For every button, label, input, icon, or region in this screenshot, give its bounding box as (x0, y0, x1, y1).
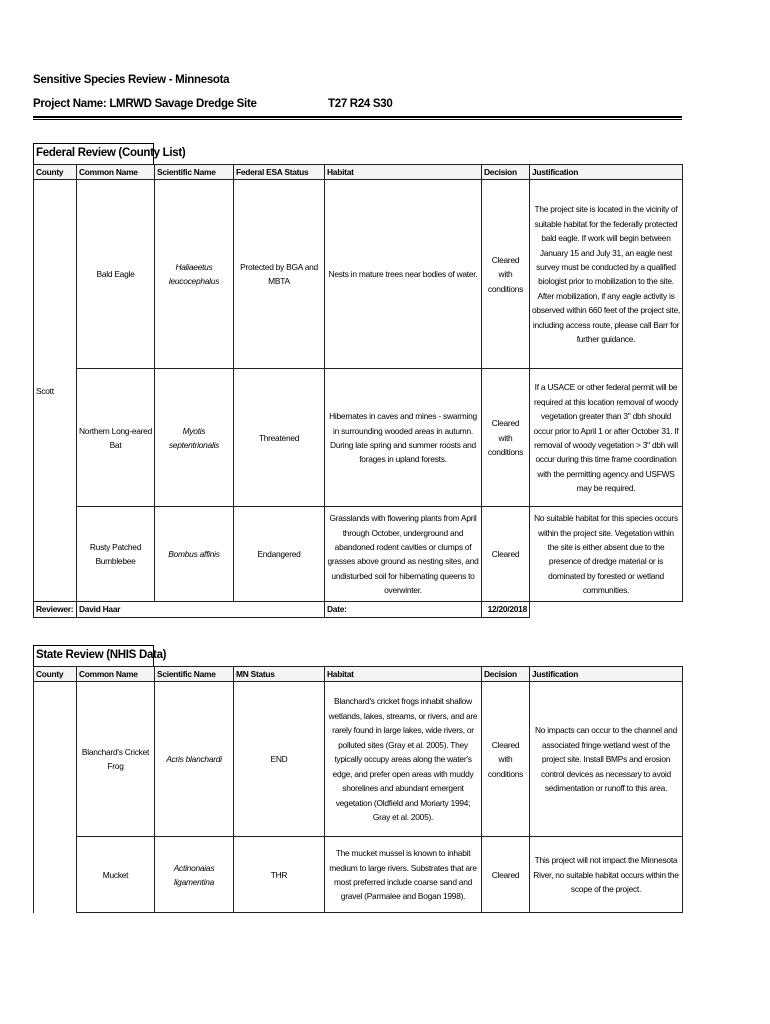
reviewer-name: David Haar (77, 602, 325, 617)
col-justification: Justification (530, 667, 683, 682)
col-scientific-name: Scientific Name (155, 667, 234, 682)
col-county: County (34, 667, 77, 682)
table-row (34, 180, 683, 369)
status-cell: Threatened (234, 369, 325, 507)
state-review-title: State Review (NHIS Data) (33, 645, 154, 666)
state-review-table (33, 666, 683, 913)
reviewer-label: Reviewer: (34, 602, 77, 617)
habitat-cell: Nests in mature trees near bodies of water. (325, 180, 482, 369)
habitat-cell: Blanchard's cricket frogs inhabit shallow wetlands, lakes, streams, or rivers, and are rarely found in large lakes, wide rivers, or polluted sites (Gray et al. 2005). They typically occupy areas along the water's edge, and prefer open areas with muddy shorelines and abundant emergent vegetation (Oldfield and Moriarty 1994; Gray et al. 2005). (325, 682, 482, 837)
project-name: Project Name: LMRWD Savage Dredge Site (33, 98, 257, 110)
justification-cell: This project will not impact the Minnesota River, no suitable habitat occurs within the scope of the project. (530, 837, 683, 913)
federal-review-table (33, 164, 683, 618)
decision-cell: Cleared with conditions (482, 682, 530, 837)
scientific-name-cell: Myotis septentrionalis (155, 369, 234, 507)
common-name-cell: Blanchard's Cricket Frog (77, 682, 155, 837)
federal-review-title: Federal Review (County List) (33, 143, 154, 164)
review-date: 12/20/2018 (482, 602, 530, 617)
habitat-cell: Hibernates in caves and mines - swarming in surrounding wooded areas in autumn. During late spring and summer roosts and forages in upland forests. (325, 369, 482, 507)
empty-cell (530, 602, 683, 617)
county-cell (34, 682, 77, 913)
table-row (34, 837, 683, 913)
col-common-name: Common Name (77, 165, 155, 180)
col-habitat: Habitat (325, 667, 482, 682)
col-decision: Decision (482, 165, 530, 180)
table-row (34, 682, 683, 837)
justification-cell: No impacts can occur to the channel and associated fringe wetland west of the project site. Install BMPs and erosion control devices as necessary to avoid sedimentation or runoff to this area. (530, 682, 683, 837)
scientific-name-cell: Acris blanchardi (155, 682, 234, 837)
habitat-cell: Grasslands with flowering plants from April through October, underground and abandoned rodent cavities or clumps of grasses above ground as nesting sites, and undisturbed soil for hibernating queens to overwinter. (325, 507, 482, 602)
header-rule (33, 116, 682, 118)
scientific-name-cell: Bombus affinis (155, 507, 234, 602)
decision-cell: Cleared (482, 837, 530, 913)
decision-cell: Cleared (482, 507, 530, 602)
status-cell: END (234, 682, 325, 837)
col-justification: Justification (530, 165, 683, 180)
common-name-cell: Bald Eagle (77, 180, 155, 369)
decision-cell: Cleared with conditions (482, 180, 530, 369)
col-mn-status: MN Status (234, 667, 325, 682)
col-habitat: Habitat (325, 165, 482, 180)
scientific-name-cell: Haliaeetus leucocephalus (155, 180, 234, 369)
justification-cell: If a USACE or other federal permit will be required at this location removal of woody vegetation greater than 3" dbh should occur prior to April 1 or after October 31. If removal of woody vegetation > 3" dbh will occur during this time frame coordination with the permitting agency and USFWS may be required. (530, 369, 683, 507)
common-name-cell: Rusty Patched Bumblebee (77, 507, 155, 602)
common-name-cell: Northern Long-eared Bat (77, 369, 155, 507)
status-cell: THR (234, 837, 325, 913)
status-cell: Protected by BGA and MBTA (234, 180, 325, 369)
justification-cell: No suitable habitat for this species occurs within the project site. Vegetation within the site is either absent due to the presence of dredge material or is dominated by forested or wetland communities. (530, 507, 683, 602)
habitat-cell: The mucket mussel is known to inhabit medium to large rivers. Substrates that are most preferred include coarse sand and gravel (Parmalee and Bogan 1998). (325, 837, 482, 913)
col-decision: Decision (482, 667, 530, 682)
header-rule-thin (33, 119, 682, 120)
date-label: Date: (325, 602, 482, 617)
col-federal-esa-status: Federal ESA Status (234, 165, 325, 180)
county-cell: Scott (34, 180, 77, 602)
decision-cell: Cleared with conditions (482, 369, 530, 507)
col-common-name: Common Name (77, 667, 155, 682)
common-name-cell: Mucket (77, 837, 155, 913)
document-title: Sensitive Species Review - Minnesota (33, 74, 230, 86)
status-cell: Endangered (234, 507, 325, 602)
scientific-name-cell: Actinonaias ligamentina (155, 837, 234, 913)
township-range-section: T27 R24 S30 (328, 98, 393, 110)
justification-cell: The project site is located in the vicinity of suitable habitat for the federally protected bald eagle. If work will begin between January 15 and July 31, an eagle nest survey must be conducted by a qualified biologist prior to mobilization to the site. After mobilization, if any eagle activity is observed within 660 feet of the project site, including access route, please call Barr for further guidance. (530, 180, 683, 369)
col-county: County (34, 165, 77, 180)
reviewer-row (34, 602, 683, 617)
table-row (34, 369, 683, 507)
state-header-row (34, 667, 683, 682)
federal-header-row (34, 165, 683, 180)
col-scientific-name: Scientific Name (155, 165, 234, 180)
table-row (34, 507, 683, 602)
